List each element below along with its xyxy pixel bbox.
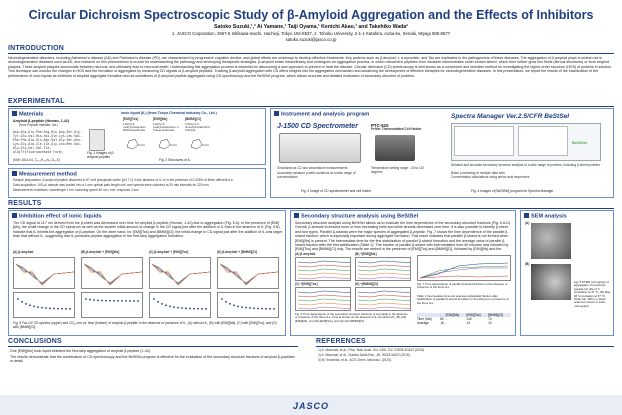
experimental-heading: EXPERIMENTAL — [8, 98, 65, 105]
ss-fraction-plot — [295, 257, 351, 281]
conclusions-divider — [8, 346, 298, 347]
instrument-heading: Instrument and analysis program — [274, 111, 369, 118]
references-divider — [316, 346, 614, 347]
reference-1: 1) A. Micsonai, et al., Proc. Natl. Acad. Sci. USA, 112, E3095-E3103 (2015). — [318, 348, 425, 352]
instrument-note-1: Simultaneous CD and absorbance measurements — [277, 166, 348, 170]
software-note-3: Concentration calculations using amino acid sequences — [451, 175, 530, 179]
bestsel-logo: BeStSel — [572, 140, 588, 145]
measurement-line-3: Measurement conditions: wavelength 1 nm, scanning speed 50 nm / min, response 2 sec. — [13, 188, 140, 192]
fig7-lines — [418, 256, 512, 282]
timecourse-plot — [13, 292, 75, 318]
temperature-note: Temperature setting range: -40 to 110 degrees — [371, 166, 425, 174]
peptide-source: (from Peptide Institute, Inc.) — [19, 123, 59, 127]
fig7-caption: Fig. 7 Time dependence of parallel β-strand fractions in the absence or presence of the three ILs. — [417, 282, 508, 290]
conclusion-item-2: The results demonstrate that the combination of CD spectroscopy and the BeStSel program is effective for the evaluation of the secondary structure fractions of amyloid β-peptides in detail. — [10, 355, 295, 364]
ionic-structures-diagram — [123, 137, 215, 157]
timecourse-plot — [149, 292, 211, 318]
table-cell: 16 — [440, 321, 444, 325]
measurement-line-1: Sample preparation: β-amyloid peptide dissolved in 67 mM phosphate buffer (pH 7.2) in the absence of IL or in the presence of 0.005% of three different ILs. — [13, 178, 234, 182]
cd-spectrometer-image — [279, 133, 361, 163]
intro-divider — [8, 53, 614, 54]
peptide-sequence: Asp-Ala-Glu-Phe-Arg-His-Asp-Ser-Gly-Tyr-Glu-Val-His-His-Gln-Lys-Leu-Val-Phe-Phe-Ala-Glu-Asp-Val-Gly-Ser-Asn-Lys-Gly-Ala-Ile-Ile-Gly-Leu-Met-Val-Gly-Gly-Val-Val-Ile-Ala(Trifluoroacetate form) — [13, 130, 82, 154]
table-cell: 10 — [488, 321, 492, 325]
panel-label-a: (A) β-amyloid — [13, 250, 34, 254]
fig5-caption: Fig. 5 Far-UV CD spectra (upper) and CD₂₁₇nm vs. time (bottom) of amyloid β-peptide in the absence or presence of IL. (A) without IL, (B) with [EMI][Ms], (C) with [EMI][Tos], and (D) with [BMMI][Cl]. — [13, 321, 277, 329]
software-note-2: Batch processing of multiple data sets — [451, 171, 505, 175]
spectrum-plot — [81, 257, 143, 289]
measurement-box — [8, 168, 266, 198]
fig4-caption: Fig. 4 Images of [BeStSel] program for Spectra Manager — [471, 189, 554, 193]
fig3-caption: Fig. 3 Image of CD spectrometer and cell holder — [301, 189, 372, 193]
table-cell: 70 — [488, 317, 492, 321]
poster-title: Circular Dichroism Spectroscopic Study of β-Amyloid Aggregation and the Effects of Inhibitors — [28, 8, 594, 22]
sem-label-b: (B) — [525, 262, 530, 266]
secondary-heading: Secondary structure analysis using BeStSel — [294, 213, 418, 220]
ionic-name-1: [EMI][Tos] — [123, 117, 139, 121]
materials-heading: Materials — [12, 111, 43, 118]
fig8-caption: Fig. 8 STEM micrograph of aggregates of amyloid β-peptide (A) after 0 h incubation at 37 °C, (B) after 96 h incubation at 37 °C. Scale bar: 500 nm. Each scale bar shown in each micrograph. — [574, 280, 611, 308]
instrument-note-2: Accurately measure protein solutions at a wide range of concentrations — [277, 171, 356, 179]
table-header: [EMI][Tos] — [466, 313, 481, 317]
cell-holder-name: PTC-510 — [371, 123, 389, 128]
table-cell: Average — [417, 321, 429, 325]
panel-label-b: (B) β-amyloid + [EMI][Ms] — [81, 250, 120, 254]
ss-panel-b: (B) +[EMI][Ms] — [355, 252, 377, 256]
sem-image-b — [531, 264, 571, 300]
sem-image-a — [531, 223, 571, 259]
poster-affiliations: 1. JASCO Corporation, 2967-5 Ishikawa-machi, Hachioji, Tokyo 192-8537, 2. Tohoku University, 2-1-1 Katahira, Aoba-ku, Sendai, Miyagi 980-8577 — [171, 31, 451, 36]
fig7-plot — [417, 255, 511, 281]
ss-panel-c: (C) +[EMI][Tos] — [295, 282, 318, 286]
table-cell: 13 — [466, 321, 470, 325]
table1-caption: Table 1 Intermediate time and average antiparallel fraction after stabilization of parallel β-strand formation in the absence or presence of the three ILs. — [417, 294, 509, 305]
sem-heading: SEM analysis — [524, 213, 567, 220]
references-heading: REFERENCES — [316, 338, 366, 345]
ionic-desc-1: 1-Ethyl-3-methylimidazolium Methanesulfonate — [123, 122, 147, 133]
ionic-name-2: [EMI][Ms] — [153, 117, 168, 121]
panel-label-d: (D) β-amyloid + [BMMI][Cl] — [217, 250, 257, 254]
inhibition-box — [8, 210, 286, 336]
measurement-heading: Measurement method — [12, 171, 77, 178]
table-cell: Time (min) — [417, 317, 433, 321]
ionic-liquid-title: Ionic liquid (IL) (from Tokyo Chemical Industry Co., Ltd.) — [121, 111, 217, 115]
cell-holder-desc: Peltier Thermostatted Cell Holder — [371, 127, 422, 131]
secondary-text: Secondary structure analysis using BeStSel allows us to evaluate the time dependence of the secondary structure fractions (Fig. 6 A-D). Overall, β-strands increased more or less increasing helix and while strands decreased over time. It is also possible to identify β-sheet and turn types. Parallel β-strands were the major species of aggregated β-peptide. Fig. 7 shows the time dependence of the parallel β-strand fraction, which is especially important during aggregate formation. This result indicates that parallel β-strand is not formed when [EMI][Ms] is present. The intermediate time for the first stabilization of parallel β-strand formation and the average value of parallel β-strand fraction after the first stabilization (Table 1). The fraction of parallel β-strand with intermediates from 80 minutes was followed by [EMI][Tos] and [BMMI][Cl] only. The results are ranked in the presence of [EMI][Tos] and [BMMI][Cl], followed by [EMI][Ms] and the — [295, 221, 512, 251]
sem-box — [520, 210, 614, 336]
table-cell: - — [445, 321, 447, 325]
results-divider — [8, 208, 614, 209]
fig6-caption: Fig. 6 Time dependence of the secondary structure fractions of β-peptide in the absence or presence of the three ILs. Time is shown as the absence of IL (A) without IL, (B) with [EMI][Ms], (C) with [EMI][Tos], and (D) with [BMMI][Cl]. — [295, 312, 408, 323]
ionic-name-3: [BMMI][Cl] — [185, 117, 201, 121]
timecourse-plot — [81, 292, 143, 318]
inhibition-text: The CD signal at 217 nm derived from the β-sheet was decreased over time for amyloid β-peptide (Human, 1-42) due to aggregation (Fig. 5 A). In the presence of [EMI][Ms], the small change in the CD spectrum as well as the smaller initial amount of change in the CD signal just after the addition of IL than in the absence of IL (Fig. 5 B) indicate that IL inhibits the aggregation of β-peptide. On the other hand, for [EMI][Tos] and [BMMI][Cl], the initial change in CD signal just after the addition of IL was larger than that without IL, suggesting that IL promotes peptide aggregation in the first-step aggregation formation. — [13, 221, 283, 239]
measurement-line-2: Data acquisition: 100 µL sample was loaded into a 1 mm optical path length cell, and spectra were collected at 20 min intervals for 320 min. — [13, 183, 210, 187]
panel-label-c: (C) β-amyloid + [EMI][Tos] — [149, 250, 189, 254]
ionic-desc-2: 1-Ethyl-3-methylimidazolium p-Toluenesulfonate — [153, 122, 180, 133]
ss-fraction-plot — [295, 287, 351, 311]
table-cell: - — [445, 317, 447, 321]
ss-fraction-plot — [355, 257, 411, 281]
table-header: [EMI][Ms] — [445, 313, 460, 317]
cd-spectrometer-name: J-1500 CD Spectrometer — [277, 123, 358, 130]
poster-authors: Satoko Suzuki,¹,² Ai Yamane,¹ Taiji Oyama,¹ Kenichi Akao,¹ and Takehiko Wada² — [214, 24, 408, 30]
table1 — [417, 313, 511, 325]
secondary-box — [290, 210, 516, 336]
software-note-1: Detailed and accurate secondary structure analysis of a wide range of proteins, including β-sheet proteins — [451, 163, 600, 167]
timecourse-plot — [217, 292, 279, 318]
table-cell: 80 — [440, 317, 444, 321]
materials-box — [8, 108, 266, 165]
peptide-mw: (MW: 4514.04, C₂₀₃H₃₁₁N₅₅O₆₀S) — [13, 158, 60, 162]
poster-email: satoko.suzuki@jasco.co.jp — [285, 37, 337, 42]
spectrum-plot — [217, 257, 279, 289]
cell-holder-image — [375, 135, 415, 161]
peptide-vial-image — [89, 129, 105, 151]
ss-panel-d: (D) +[BMMI][Cl] — [355, 282, 379, 286]
table-cell: 140 — [466, 317, 472, 321]
experimental-divider — [8, 106, 614, 107]
software-name: Spectra Manager Ver.2.5/CFR BeStSel — [451, 113, 570, 120]
inhibition-heading: Inhibition effect of ionic liquids — [12, 213, 102, 220]
intro-text: Neurodegenerative disorders, including Alzheimer's disease (AD) and Parkinson's disease (PD), are characterized by progressive cognitive decline, and global efforts are underway to develop effective treatments. Key proteins such as β-amyloid, τ, α-synuclein, and Tau are implicated in the pathogenesis of these diseases. The aggregation of β-amyloid plays a central role in neurodegenerative diseases such as AD, and research on this phenomenon is crucial for understanding the pathology and developing therapeutic strategies. β-amyloid exists intracellularly and undergoes an aggregation process, in which monomeric peptides form insoluble intermediates under certain stimuli, which then further grow into fibrils (fibrous structures) or form amyloid plaques. These amyloid plaques accumulate between neurons, and ultimately lead to neuronal death. Understanding this aggregation process is essential for discovering a new approach to prevent or treat the disease. Circular dichroism (CD) spectroscopy is well known as a convenient and sensitive method for investigating the higher-order structure (HOS) of proteins in solution. This technique can monitor the changes in HOS and the formation of aggregates by measuring CD signals of β-amyloid peptides. Tracking β-amyloid aggregation with CD offers insights into the aggregation mechanism and advancing the development of effective therapies for neurodegenerative diseases. In this presentation, we report the results of the examination of the performance of ionic liquids as inhibitors of amyloid aggregate formation and as solubilizers of β-amyloid peptide aggregates using CD spectroscopy and the BeStSel program, which allows accurate and detailed evaluation of secondary structure of proteins. — [8, 56, 613, 78]
peptide-title: Amyloid β-peptide (Human, 1-42) — [13, 119, 70, 123]
reference-2: 2) A. Micsonai, et al., Nucleic Acids Res., 46, W315-W322 (2018). — [318, 353, 411, 357]
instrument-box — [270, 108, 614, 198]
sem-label-a: (A) — [525, 221, 530, 225]
intro-heading: INTRODUCTION — [8, 45, 65, 52]
ss-panel-a: (A) β-amyloid — [295, 252, 316, 256]
reference-3: 3) M. Kinoshita, et al., ACS Chem. Neurosci. (2023). — [318, 358, 392, 362]
conclusions-heading: CONCLUSIONS — [8, 338, 62, 345]
fig2-caption: Fig. 2 Structures of IL — [159, 158, 191, 162]
jasco-logo: JASCO — [292, 401, 329, 411]
fig1-caption: Fig. 1 Images of β-amyloid peptide — [87, 151, 115, 159]
spectrum-plot — [13, 257, 75, 289]
results-heading: RESULTS — [8, 200, 42, 207]
conclusion-item-1: One [EMI][Ms] ionic liquid inhibited the first-step aggregation of amyloid β-peptide (1-42). — [10, 349, 151, 353]
ss-fraction-plot — [355, 287, 411, 311]
table-header: - — [440, 313, 442, 317]
software-screenshot — [451, 123, 601, 161]
table-header: [BMMI][Cl] — [488, 313, 503, 317]
ionic-desc-3: 1-Butyl-2,3-dimethylimidazolium Chloride — [185, 122, 211, 133]
spectrum-plot — [149, 257, 211, 289]
table-row — [417, 321, 511, 325]
